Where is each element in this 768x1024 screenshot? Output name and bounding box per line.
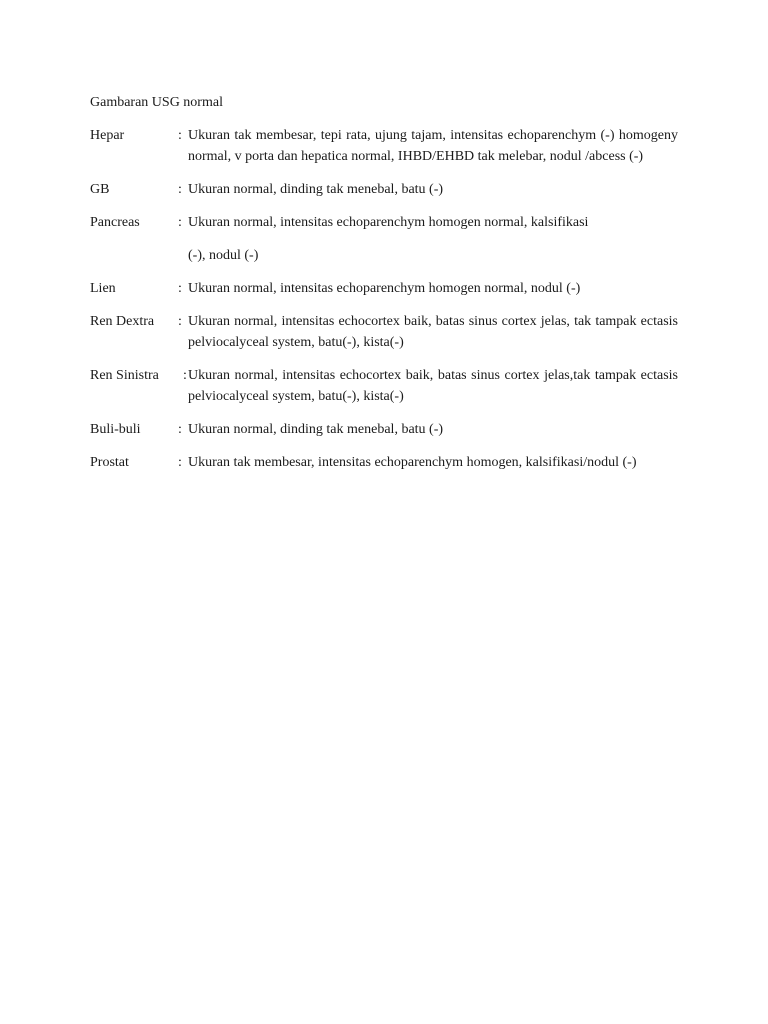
entry-text: Ukuran normal, dinding tak menebal, batu (-) bbox=[188, 182, 444, 197]
entry-text: Ukuran tak membesar, tepi rata, ujung tajam, intensitas echoparenchym (-) homogeny normal, v porta dan hepatica normal, IHBD/EHBD tak melebar, nodul /abcess (-) bbox=[188, 128, 678, 164]
entry-value bbox=[188, 419, 678, 440]
entry-separator: : bbox=[178, 455, 182, 470]
entry-label: Ren Sinistra bbox=[90, 368, 159, 383]
document-page bbox=[90, 93, 678, 485]
entry-value bbox=[188, 311, 678, 353]
entry-text: Ukuran tak membesar, intensitas echoparenchym homogen, kalsifikasi/nodul (-) bbox=[188, 455, 637, 470]
entry-separator: : bbox=[178, 182, 182, 197]
entry-separator: : bbox=[178, 314, 182, 329]
entry-text: Ukuran normal, dinding tak menebal, batu (-) bbox=[188, 422, 444, 437]
document-title: Gambaran USG normal bbox=[90, 95, 223, 110]
entry-text: Ukuran normal, intensitas echoparenchym homogen normal, nodul (-) bbox=[188, 281, 581, 296]
entry-separator: : bbox=[178, 215, 182, 230]
entry-value bbox=[188, 179, 678, 200]
entry-label: Hepar bbox=[90, 128, 125, 143]
entry-continuation: (-), nodul (-) bbox=[188, 248, 259, 263]
entry-value bbox=[188, 212, 678, 266]
entry-lien bbox=[90, 278, 678, 299]
entry-label: Pancreas bbox=[90, 215, 140, 230]
entry-ren-dextra bbox=[90, 311, 678, 353]
entry-label: Ren Dextra bbox=[90, 314, 155, 329]
entry-buli-buli bbox=[90, 419, 678, 440]
entry-value bbox=[188, 452, 678, 473]
entry-separator: : bbox=[183, 368, 187, 383]
entry-gb bbox=[90, 179, 678, 200]
entry-label: Buli-buli bbox=[90, 422, 141, 437]
entry-separator: : bbox=[178, 281, 182, 296]
entry-pancreas bbox=[90, 212, 678, 266]
entry-value bbox=[188, 125, 678, 167]
entry-ren-sinistra bbox=[90, 365, 678, 407]
entry-text: Ukuran normal, intensitas echoparenchym homogen normal, kalsifikasi bbox=[188, 215, 589, 230]
entry-label: GB bbox=[90, 182, 110, 197]
entry-label: Prostat bbox=[90, 455, 129, 470]
entry-value bbox=[188, 365, 678, 407]
entry-separator: : bbox=[178, 128, 182, 143]
entry-text: Ukuran normal, intensitas echocortex baik, batas sinus cortex jelas, tak tampak ectasis pelviocalyceal system, batu(-), kista(-) bbox=[188, 314, 678, 350]
entry-prostat bbox=[90, 452, 678, 473]
entry-hepar bbox=[90, 125, 678, 167]
entry-label: Lien bbox=[90, 281, 116, 296]
entry-separator: : bbox=[178, 422, 182, 437]
entry-text: Ukuran normal, intensitas echocortex baik, batas sinus cortex jelas,tak tampak ectasis pelviocalyceal system, batu(-), kista(-) bbox=[188, 368, 678, 404]
entry-value bbox=[188, 278, 678, 299]
